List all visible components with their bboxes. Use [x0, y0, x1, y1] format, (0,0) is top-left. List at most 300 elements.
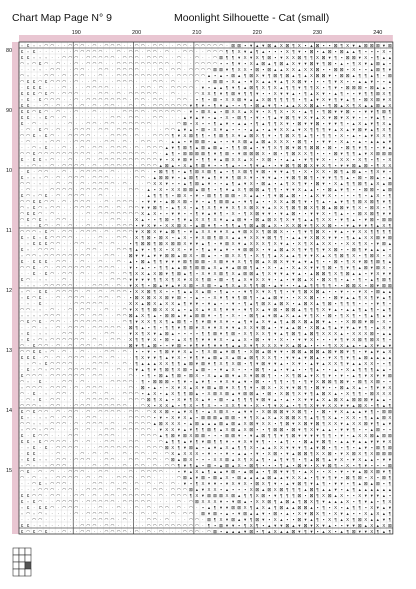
stitch-symbol: ◠ [105, 157, 109, 162]
stitch-symbol: ▾ [341, 115, 343, 120]
stitch-symbol: X [352, 421, 355, 426]
stitch-symbol: · [76, 391, 77, 396]
stitch-symbol: ¶ [316, 307, 319, 312]
stitch-symbol: ▪ [226, 169, 228, 174]
stitch-symbol: ¶ [316, 259, 319, 264]
stitch-symbol: ¶ [280, 379, 283, 384]
stitch-symbol: ▴ [389, 355, 391, 360]
stitch-symbol: ◠ [98, 295, 102, 300]
stitch-symbol: ▫ [45, 217, 47, 222]
stitch-symbol: ▾ [365, 349, 367, 354]
stitch-symbol: ¶ [244, 253, 247, 258]
stitch-symbol: ▪ [196, 271, 198, 276]
stitch-symbol: ▴ [371, 127, 373, 132]
stitch-symbol: ¶ [328, 439, 331, 444]
stitch-symbol: ◠ [129, 373, 133, 378]
stitch-symbol: ◠ [92, 415, 96, 420]
stitch-symbol: ◠ [123, 475, 127, 480]
stitch-symbol: · [118, 517, 119, 522]
stitch-symbol: ▪ [377, 187, 379, 192]
stitch-symbol: ▴ [250, 127, 252, 132]
stitch-symbol: ◠ [105, 43, 109, 48]
stitch-symbol: ◠ [68, 295, 72, 300]
stitch-symbol: · [124, 295, 125, 300]
stitch-symbol: X [388, 349, 391, 354]
stitch-symbol: ▴ [256, 475, 258, 480]
stitch-symbol: X [171, 391, 174, 396]
stitch-symbol: · [166, 493, 167, 498]
stitch-symbol: ◠ [80, 229, 84, 234]
stitch-symbol: ◠ [86, 199, 90, 204]
stitch-symbol: ¶ [322, 421, 325, 426]
stitch-symbol: ⊠ [261, 361, 265, 366]
stitch-symbol: ▪ [268, 463, 270, 468]
stitch-symbol: ▴ [383, 181, 385, 186]
stitch-symbol: X [238, 457, 241, 462]
stitch-symbol: X [376, 391, 379, 396]
stitch-symbol: ▾ [328, 355, 330, 360]
stitch-symbol: ◠ [213, 49, 217, 54]
stitch-symbol: ▪ [208, 367, 210, 372]
stitch-symbol: ¶ [202, 331, 205, 336]
stitch-symbol: · [82, 415, 83, 420]
stitch-symbol: ▴ [353, 73, 355, 78]
stitch-symbol: ◠ [26, 127, 30, 132]
stitch-symbol: ▾ [196, 235, 198, 240]
stitch-symbol: ◠ [80, 493, 84, 498]
stitch-symbol: ◠ [153, 451, 157, 456]
stitch-symbol: ¶ [334, 97, 337, 102]
stitch-symbol: · [76, 307, 77, 312]
stitch-symbol: ¶ [268, 403, 271, 408]
stitch-symbol: ◠ [141, 493, 145, 498]
stitch-symbol: ▴ [286, 211, 288, 216]
stitch-symbol: ¶ [352, 61, 355, 66]
stitch-symbol: ▾ [226, 469, 228, 474]
stitch-symbol: ▴ [347, 343, 349, 348]
stitch-symbol: ▾ [232, 85, 234, 90]
stitch-symbol: ▴ [184, 439, 186, 444]
stitch-symbol: ⊠ [376, 445, 380, 450]
stitch-symbol: · [63, 241, 64, 246]
stitch-symbol: ◠ [129, 109, 133, 114]
stitch-symbol: · [39, 475, 40, 480]
stitch-symbol: ▪ [329, 409, 331, 414]
stitch-symbol: X [382, 121, 385, 126]
stitch-symbol: ▾ [322, 193, 324, 198]
stitch-symbol: X [268, 301, 271, 306]
stitch-symbol: ▴ [238, 343, 240, 348]
stitch-symbol: ◠ [117, 445, 121, 450]
stitch-symbol: ◠ [98, 361, 102, 366]
stitch-symbol: ¶ [352, 301, 355, 306]
stitch-symbol: ▴ [268, 205, 270, 210]
stitch-symbol: ▾ [214, 151, 216, 156]
stitch-symbol: ▪ [238, 301, 240, 306]
stitch-symbol: ▴ [286, 253, 288, 258]
stitch-symbol: ◠ [129, 439, 133, 444]
stitch-symbol: · [63, 427, 64, 432]
stitch-symbol: ◠ [86, 487, 90, 492]
stitch-symbol: X [310, 469, 313, 474]
stitch-symbol: ¶ [292, 49, 295, 54]
stitch-symbol: ⊠ [364, 187, 368, 192]
stitch-symbol: ▾ [196, 199, 198, 204]
stitch-symbol: ▪ [317, 79, 319, 84]
stitch-symbol: ⊠ [322, 379, 326, 384]
stitch-symbol: · [51, 145, 52, 150]
stitch-symbol: ▴ [256, 199, 258, 204]
stitch-symbol: · [45, 85, 46, 90]
stitch-symbol: ⊠ [316, 235, 320, 240]
stitch-symbol: X [340, 139, 343, 144]
stitch-symbol: X [214, 457, 217, 462]
stitch-symbol: ▴ [304, 187, 306, 192]
stitch-symbol: · [88, 145, 89, 150]
stitch-symbol: ◠ [117, 223, 121, 228]
stitch-symbol: Ɛ [45, 289, 48, 294]
stitch-symbol: ▪ [202, 391, 204, 396]
stitch-symbol: X [340, 157, 343, 162]
stitch-symbol: ▾ [214, 211, 216, 216]
stitch-symbol: ▪ [268, 367, 270, 372]
stitch-symbol: ¶ [226, 283, 229, 288]
stitch-symbol: ▴ [383, 349, 385, 354]
stitch-symbol: ⊠ [183, 475, 187, 480]
stitch-symbol: ▾ [353, 115, 355, 120]
stitch-symbol: ¶ [274, 187, 277, 192]
stitch-symbol: ◠ [153, 79, 157, 84]
stitch-symbol: ◠ [153, 433, 157, 438]
stitch-symbol: ⊠ [231, 193, 235, 198]
stitch-symbol: ▪ [311, 463, 313, 468]
stitch-symbol: Ɛ [39, 349, 42, 354]
stitch-symbol: ▪ [214, 379, 216, 384]
stitch-symbol: ◠ [74, 373, 78, 378]
stitch-symbol: ⊠ [243, 229, 247, 234]
stitch-symbol: ◠ [153, 145, 157, 150]
stitch-symbol: ◠ [68, 253, 72, 258]
stitch-symbol: ▫ [45, 457, 47, 462]
stitch-symbol: ¶ [377, 277, 380, 282]
stitch-symbol: · [118, 343, 119, 348]
stitch-symbol: ¶ [365, 451, 368, 456]
stitch-symbol: · [94, 271, 95, 276]
stitch-symbol: ▴ [172, 331, 174, 336]
stitch-symbol: ▾ [310, 265, 312, 270]
stitch-symbol: ▪ [287, 361, 289, 366]
stitch-symbol: ▾ [286, 175, 288, 180]
stitch-symbol: Ɛ [21, 277, 24, 282]
stitch-symbol: ¶ [154, 277, 157, 282]
stitch-symbol: ◠ [62, 475, 66, 480]
stitch-symbol: ▾ [359, 325, 361, 330]
stitch-symbol: ▴ [316, 355, 318, 360]
stitch-symbol: ◠ [98, 481, 102, 486]
stitch-symbol: ⊠ [255, 481, 259, 486]
stitch-symbol: · [160, 499, 161, 504]
column-label: 240 [373, 30, 382, 36]
stitch-symbol: ⊠ [304, 301, 308, 306]
stitch-symbol: ⊠ [285, 163, 289, 168]
stitch-symbol: Ɛ [27, 91, 30, 96]
stitch-symbol: ▪ [262, 391, 264, 396]
stitch-symbol: ▴ [304, 133, 306, 138]
stitch-symbol: ▾ [262, 235, 264, 240]
stitch-symbol: ▪ [329, 157, 331, 162]
stitch-symbol: ⊠ [213, 355, 217, 360]
stitch-symbol: ¶ [196, 319, 199, 324]
stitch-symbol: ¶ [274, 355, 277, 360]
stitch-symbol: · [136, 103, 137, 108]
stitch-symbol: ▫ [33, 463, 35, 468]
stitch-symbol: ▪ [317, 295, 319, 300]
stitch-symbol: · [21, 241, 22, 246]
stitch-symbol: ▴ [383, 511, 385, 516]
stitch-symbol: · [94, 379, 95, 384]
stitch-symbol: · [70, 247, 71, 252]
stitch-symbol: · [166, 487, 167, 492]
stitch-symbol: · [124, 103, 125, 108]
stitch-symbol: · [57, 301, 58, 306]
stitch-symbol: ▪ [190, 331, 192, 336]
stitch-symbol: ◠ [74, 205, 78, 210]
stitch-symbol: ▾ [238, 55, 240, 60]
stitch-symbol: ▾ [341, 469, 343, 474]
stitch-symbol: ▪ [323, 43, 325, 48]
stitch-symbol: ◠ [50, 397, 54, 402]
stitch-symbol: ◠ [20, 391, 24, 396]
stitch-symbol: ⊠ [322, 391, 326, 396]
stitch-symbol: ▫ [21, 43, 23, 48]
stitch-symbol: ▴ [316, 391, 318, 396]
stitch-symbol: ¶ [328, 79, 331, 84]
stitch-symbol: ▪ [317, 469, 319, 474]
stitch-symbol: ◠ [117, 289, 121, 294]
stitch-symbol: X [280, 229, 283, 234]
stitch-symbol: ◠ [38, 169, 42, 174]
stitch-symbol: ▪ [184, 139, 186, 144]
stitch-symbol: ¶ [286, 181, 289, 186]
stitch-symbol: ◠ [56, 181, 60, 186]
stitch-symbol: ▪ [365, 427, 367, 432]
stitch-symbol: ◠ [92, 121, 96, 126]
stitch-symbol: ◠ [80, 379, 84, 384]
stitch-symbol: ◠ [123, 445, 127, 450]
stitch-symbol: · [166, 499, 167, 504]
stitch-symbol: ◠ [153, 163, 157, 168]
stitch-symbol: ▪ [244, 349, 246, 354]
stitch-symbol: ▴ [214, 301, 216, 306]
stitch-symbol: ▾ [208, 181, 210, 186]
stitch-symbol: ◠ [129, 187, 133, 192]
stitch-symbol: ▴ [298, 271, 300, 276]
stitch-symbol: ▴ [286, 157, 288, 162]
stitch-symbol: ▪ [142, 373, 144, 378]
stitch-symbol: ◠ [26, 427, 30, 432]
stitch-symbol: ▴ [383, 505, 385, 510]
stitch-symbol: · [88, 109, 89, 114]
stitch-symbol: ◠ [80, 127, 84, 132]
stitch-symbol: ⊠ [285, 499, 289, 504]
stitch-symbol: ▪ [341, 241, 343, 246]
stitch-symbol: ◠ [98, 373, 102, 378]
stitch-symbol: X [256, 55, 259, 60]
stitch-symbol: X [376, 133, 379, 138]
stitch-symbol: X [129, 337, 132, 342]
column-label: 230 [313, 30, 322, 36]
stitch-symbol: ▴ [286, 511, 288, 516]
stitch-symbol: ¶ [238, 145, 241, 150]
stitch-symbol: ▴ [347, 505, 349, 510]
stitch-symbol: X [250, 229, 253, 234]
stitch-symbol: ▫ [39, 331, 41, 336]
stitch-symbol: X [364, 55, 367, 60]
stitch-symbol: ▾ [238, 61, 240, 66]
stitch-symbol: ¶ [371, 295, 374, 300]
stitch-symbol: ▪ [335, 157, 337, 162]
stitch-symbol: ⊠ [147, 241, 151, 246]
stitch-symbol: ⊠ [249, 271, 253, 276]
stitch-symbol: ◠ [111, 433, 115, 438]
stitch-symbol: X [286, 301, 289, 306]
stitch-symbol: ◠ [20, 349, 24, 354]
stitch-symbol: Ɛ [33, 499, 36, 504]
stitch-symbol: · [88, 43, 89, 48]
stitch-symbol: ⊠ [298, 505, 302, 510]
stitch-symbol: ▴ [184, 427, 186, 432]
stitch-symbol: · [63, 301, 64, 306]
stitch-symbol: · [94, 205, 95, 210]
stitch-symbol: · [76, 451, 77, 456]
stitch-symbol: ¶ [316, 415, 319, 420]
stitch-symbol: ◠ [177, 493, 181, 498]
stitch-symbol: · [124, 397, 125, 402]
stitch-symbol: ⊠ [364, 97, 368, 102]
stitch-symbol: ¶ [208, 187, 211, 192]
stitch-symbol: X [165, 235, 168, 240]
stitch-symbol: ▪ [389, 61, 391, 66]
stitch-symbol: X [316, 379, 319, 384]
stitch-symbol: ◠ [80, 163, 84, 168]
stitch-symbol: ▪ [208, 295, 210, 300]
stitch-symbol: ▪ [232, 151, 234, 156]
stitch-symbol: X [153, 337, 156, 342]
stitch-symbol: ◠ [62, 271, 66, 276]
stitch-symbol: · [112, 247, 113, 252]
stitch-symbol: ▾ [347, 223, 349, 228]
stitch-symbol: ◠ [117, 247, 121, 252]
stitch-symbol: ◠ [62, 337, 66, 342]
stitch-symbol: X [388, 385, 391, 390]
stitch-symbol: ▪ [383, 73, 385, 78]
stitch-symbol: ¶ [310, 247, 313, 252]
stitch-symbol: ◠ [105, 523, 109, 528]
stitch-symbol: ▪ [359, 217, 361, 222]
stitch-symbol: ▾ [129, 283, 131, 288]
stitch-symbol: ▾ [304, 259, 306, 264]
stitch-symbol: ▾ [190, 427, 192, 432]
stitch-symbol: · [70, 277, 71, 282]
stitch-symbol: · [148, 103, 149, 108]
stitch-symbol: ◠ [129, 469, 133, 474]
stitch-symbol: ▾ [190, 301, 192, 306]
stitch-symbol: ▾ [383, 457, 385, 462]
stitch-symbol: · [94, 217, 95, 222]
stitch-symbol: ⊠ [370, 391, 374, 396]
stitch-symbol: X [316, 91, 319, 96]
stitch-symbol: ▪ [172, 217, 174, 222]
stitch-symbol: ▫ [27, 49, 29, 54]
stitch-symbol: · [51, 445, 52, 450]
stitch-symbol: ▴ [347, 487, 349, 492]
stitch-symbol: · [154, 499, 155, 504]
stitch-symbol: X [159, 307, 162, 312]
stitch-symbol: ▾ [244, 217, 246, 222]
stitch-symbol: · [94, 331, 95, 336]
stitch-symbol: ⊠ [207, 415, 211, 420]
stitch-symbol: ▾ [389, 505, 391, 510]
stitch-symbol: ¶ [352, 487, 355, 492]
stitch-symbol: ⊠ [243, 247, 247, 252]
stitch-symbol: X [232, 133, 235, 138]
stitch-symbol: Ɛ [21, 373, 24, 378]
stitch-symbol: ¶ [389, 193, 392, 198]
stitch-symbol: X [153, 301, 156, 306]
stitch-symbol: ▾ [316, 157, 318, 162]
stitch-symbol: · [27, 517, 28, 522]
stitch-symbol: ¶ [202, 133, 205, 138]
stitch-symbol: ▴ [292, 313, 294, 318]
stitch-symbol: ▪ [274, 49, 276, 54]
stitch-symbol: ¶ [304, 457, 307, 462]
stitch-symbol: ▪ [329, 259, 331, 264]
stitch-symbol: · [45, 379, 46, 384]
stitch-symbol: ¶ [310, 313, 313, 318]
stitch-symbol: Ɛ [33, 91, 36, 96]
stitch-symbol: Ɛ [21, 409, 24, 414]
stitch-symbol: ◠ [98, 343, 102, 348]
stitch-symbol: ¶ [202, 403, 205, 408]
stitch-symbol: X [364, 433, 367, 438]
stitch-symbol: X [292, 79, 295, 84]
stitch-symbol: X [334, 511, 337, 516]
stitch-symbol: ¶ [232, 175, 235, 180]
stitch-symbol: ◠ [159, 61, 163, 66]
stitch-symbol: ▴ [298, 67, 300, 72]
stitch-symbol: · [100, 391, 101, 396]
stitch-symbol: ◠ [38, 409, 42, 414]
stitch-symbol: ¶ [316, 205, 319, 210]
stitch-symbol: · [45, 397, 46, 402]
stitch-symbol: · [106, 61, 107, 66]
stitch-symbol: ▪ [238, 289, 240, 294]
stitch-symbol: X [159, 289, 162, 294]
stitch-symbol: ▴ [190, 349, 192, 354]
stitch-symbol: ▴ [262, 121, 264, 126]
stitch-symbol: ▴ [304, 349, 306, 354]
stitch-symbol: ▪ [238, 199, 240, 204]
stitch-symbol: · [166, 55, 167, 60]
stitch-symbol: ▫ [33, 367, 35, 372]
stitch-symbol: · [51, 217, 52, 222]
stitch-symbol: · [100, 523, 101, 528]
stitch-symbol: ◠ [153, 457, 157, 462]
stitch-symbol: ¶ [316, 217, 319, 222]
stitch-symbol: ▴ [371, 517, 373, 522]
stitch-symbol: ◠ [92, 229, 96, 234]
stitch-symbol: X [388, 415, 391, 420]
